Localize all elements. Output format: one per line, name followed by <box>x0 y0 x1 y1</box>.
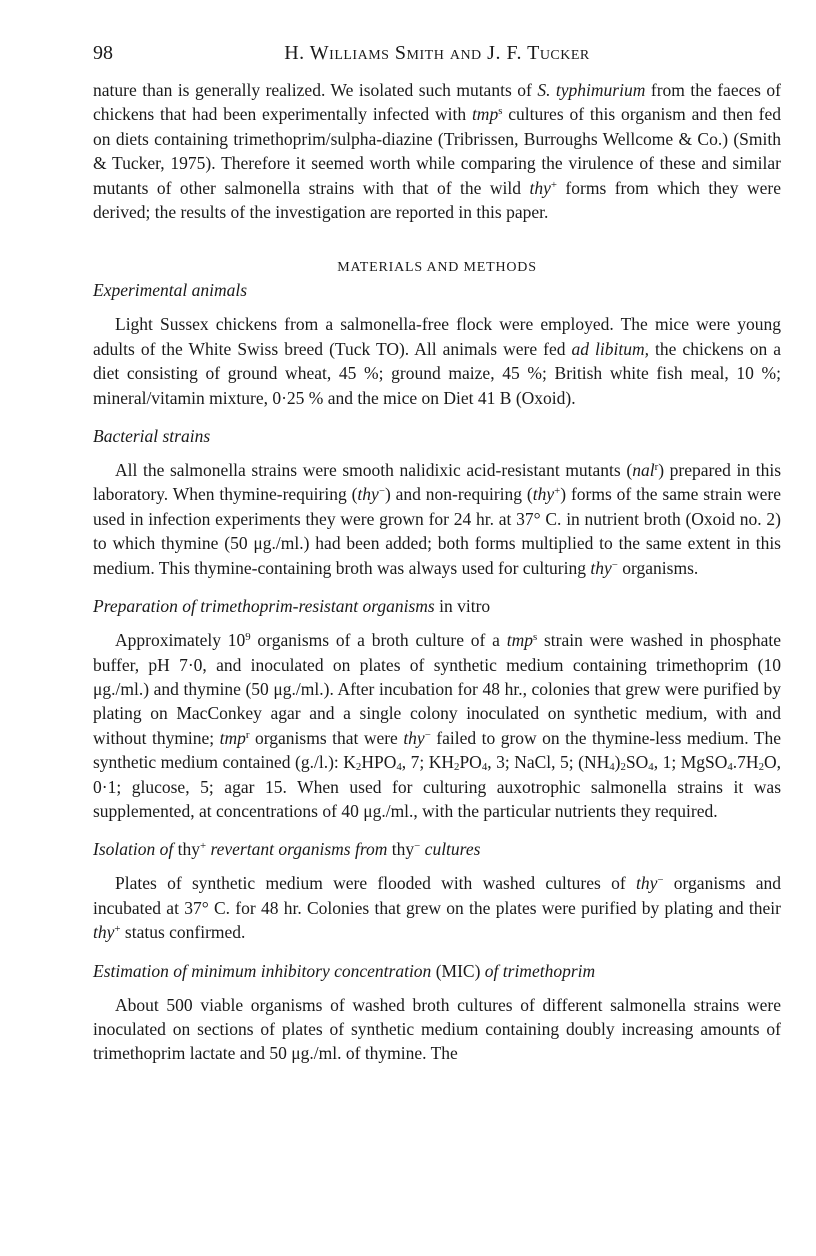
running-head-authors: H. Williams Smith and J. F. Tucker <box>284 42 590 64</box>
paragraph-preparation: Approximately $10^9$ organisms of a broth culture of a tmp$^s$ strain were washed in phosphate buffer, pH 7·0, and inoculated on plates of synthetic medium containing trimethoprim (10 μg./ml.) and thymine (50 μg./ml.). After incubation for 48 hr., colonies that grew were purified by plating on MacConkey agar and a single colony inoculated on synthetic medium, with and without thymine; tmp$^r$ organisms that were thy− failed to grow on the thymine-less medium. The synthetic medium contained (g./l.): $K_2HPO_4$, 7; $KH_2PO_4$, 3; NaCl, 5; $(NH_4)_2SO_4$, 1; $MgSO_4.7H_2O$, 0·1; glucose, 5; agar 15. When used for culturing auxotrophic salmonella strains it was supplemented, at concentrations of 40 μg./ml., with the particular nutrients they required. <box>93 630 781 821</box>
page-number: 98 <box>93 42 113 64</box>
paragraph-experimental-animals: Light Sussex chickens from a salmonella-free flock were employed. The mice were young adults of the White Swiss breed (Tuck TO). All animals were fed ad libitum, the chickens on a diet consisting of ground wheat, 45 %; ground maize, 45 %; British white fish meal, 10 %; mineral/vitamin mixture, 0·25 % and the mice on Diet 41 B (Oxoid). <box>93 314 781 408</box>
paragraph-isolation: Plates of synthetic medium were flooded with washed cultures of thy− organisms and incubated at 37° C. for 48 hr. Colonies that grew on the plates were purified by plating and their thy+ status confirmed. <box>93 873 781 943</box>
subheading-experimental-animals: Experimental animals <box>93 280 248 301</box>
intro-paragraph: nature than is generally realized. We isolated such mutants of S. typhimurium from the faeces of chickens that had been experimentally infected with tmp$^s$ cultures of this organism and then fed on diets containing trimethoprim/sulpha-diazine (Tribrissen, Burroughs Wellcome & Co.) (Smith & Tucker, 1975). Therefore it seemed worth while comparing the virulence of these and similar mutants of other salmonella strains with that of the wild thy+ forms from which they were derived; the results of the investigation are reported in this paper. <box>93 80 781 223</box>
paragraph-bacterial-strains: All the salmonella strains were smooth nalidixic acid-resistant mutants (nal$^r$) prepared in this laboratory. When thymine-requiring (thy−) and non-requiring (thy+) forms of the same strain were used in infection experiments they were grown for 24 hr. at 37° C. in nutrient broth (Oxoid no. 2) to which thymine (50 μg./ml.) had been added; both forms multiplied to the same extent in this medium. This thymine-containing broth was always used for culturing thy− organisms. <box>93 460 781 578</box>
subheading-isolation: Isolation of thy+ revertant organisms from thy− cultures <box>93 839 481 860</box>
paragraph-estimation: About 500 viable organisms of washed broth cultures of different salmonella strains were inoculated on sections of plates of synthetic medium containing doubly increasing amounts of trimethoprim lactate and 50 μg./ml. of thymine. The <box>93 994 781 1064</box>
section-title-materials-methods: MATERIALS AND METHODS <box>337 260 537 276</box>
subheading-estimation: Estimation of minimum inhibitory concentration (MIC) of trimethoprim <box>93 960 596 981</box>
running-head <box>93 42 781 70</box>
subheading-preparation: Preparation of trimethoprim-resistant organisms in vitro <box>93 596 491 617</box>
subheading-bacterial-strains: Bacterial strains <box>93 426 211 447</box>
article-body <box>93 78 781 1066</box>
